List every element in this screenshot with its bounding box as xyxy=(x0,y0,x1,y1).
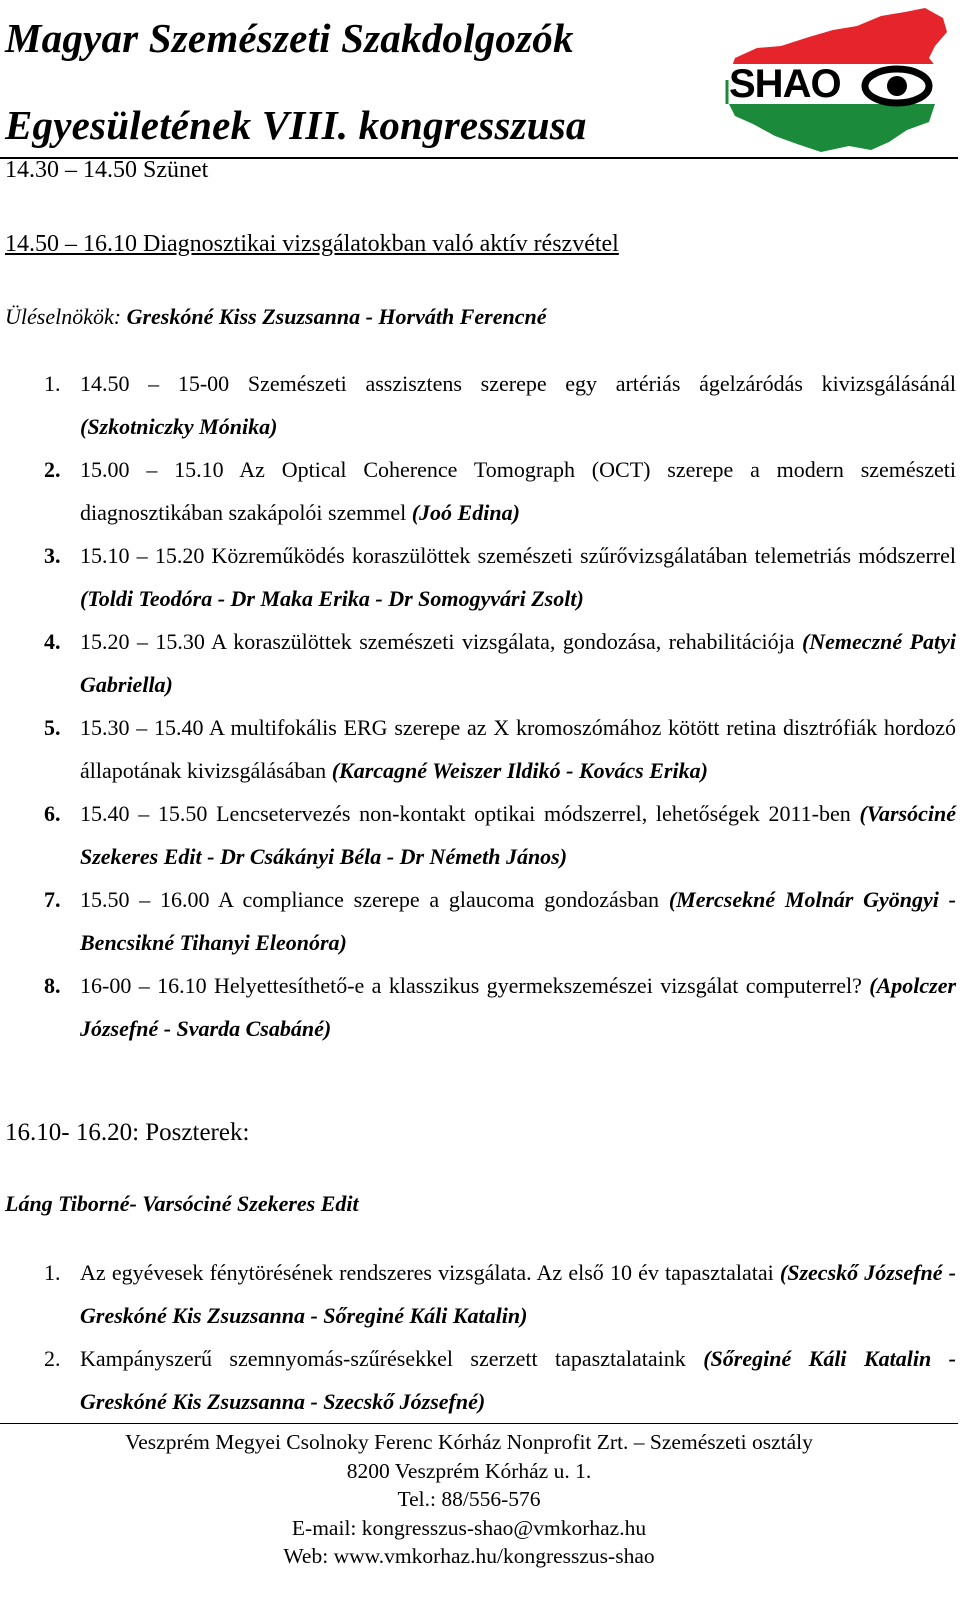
footer-email: E-mail: kongresszus-shao@vmkorhaz.hu xyxy=(291,1515,647,1540)
list-item: 1. Az egyévesek fénytörésének rendszeres vizsgálata. Az első 10 év tapasztalatai (Szecskő Józsefné - Greskóné Kis Zsuzsanna - Sőreginé Káli Katalin) xyxy=(44,1260,956,1328)
list-item: 4. 15.20 – 15.30 A koraszülöttek szemészeti vizsgálata, gondozása, rehabilitációja (Nemeczné Patyi Gabriella) xyxy=(44,629,957,697)
header-title-line2: Egyesületének VIII. kongresszusa xyxy=(5,102,587,148)
list-item: 8. 16-00 – 16.10 Helyettesíthető-e a klasszikus gyermekszemészei vizsgálat computerrel? (Apolczer Józsefné - Svarda Csabáné) xyxy=(44,973,957,1041)
list-item: 3. 15.10 – 15.20 Közreműködés koraszülöttek szemészeti szűrővizsgálatában telemetriás módszerrel (Toldi Teodóra - Dr Maka Erika - Dr Somogyvári Zsolt) xyxy=(44,543,956,611)
chairs-names: Greskóné Kiss Zsuzsanna - Horváth Ferencné xyxy=(126,304,547,329)
list-item: 2. 15.00 – 15.10 Az Optical Coherence Tomograph (OCT) szerepe a modern szemészeti diagnosztikában szakápolói szemmel (Joó Edina) xyxy=(44,457,956,525)
shao-logo xyxy=(725,6,953,154)
posters-chairs: Láng Tiborné- Varsóciné Szekeres Edit xyxy=(5,1191,359,1216)
footer-institution: Veszprém Megyei Csolnoky Ferenc Kórház Nonprofit Zrt. – Szemészeti osztály xyxy=(125,1430,813,1454)
logo-text: SHAO xyxy=(729,62,841,106)
list-item: 7. 15.50 – 16.00 A compliance szerepe a glaucoma gondozásban (Mercsekné Molnár Gyöngyi - Bencsikné Tihanyi Eleonóra) xyxy=(44,887,956,955)
posters-heading: 16.10- 16.20: Poszterek: xyxy=(5,1119,250,1146)
footer-address: 8200 Veszprém Kórház u. 1. xyxy=(346,1458,592,1483)
session-chairs xyxy=(5,304,546,330)
talk-list xyxy=(44,362,956,1050)
break-line: 14.30 – 14.50 Szünet xyxy=(5,157,209,183)
footer xyxy=(0,1428,938,1571)
list-item: 2. Kampányszerű szemnyomás-szűrésekkel szerzett tapasztalataink (Sőreginé Káli Katalin - Greskóné Kis Zsuzsanna - Szecskő Józsefné) xyxy=(44,1346,956,1414)
poster-list xyxy=(44,1251,956,1423)
list-item: 6. 15.40 – 15.50 Lencsetervezés non-kontakt optikai módszerrel, lehetőségek 2011-ben (Varsóciné Szekeres Edit - Dr Csákányi Béla - Dr Németh János) xyxy=(44,801,956,869)
footer-rule xyxy=(0,1423,958,1424)
list-item: 1. 14.50 – 15-00 Szemészeti asszisztens szerepe egy artériás ágelzáródás kivizsgálásánál (Szkotniczky Mónika) xyxy=(44,371,956,439)
session-title: 14.50 – 16.10 Diagnosztikai vizsgálatokban való aktív részvétel xyxy=(5,231,619,257)
list-item: 5. 15.30 – 15.40 A multifokális ERG szerepe az X kromoszómához kötött retina disztrófiák hordozó állapotának kivizsgálásában (Karcagné Weiszer Ildikó - Kovács Erika) xyxy=(44,715,956,783)
chairs-label: Üléselnökök: xyxy=(5,304,122,329)
footer-phone: Tel.: 88/556-576 xyxy=(397,1487,541,1511)
header-title-line1: Magyar Szemészeti Szakdolgozók xyxy=(5,15,574,61)
footer-web: Web: www.vmkorhaz.hu/kongresszus-shao xyxy=(283,1544,655,1568)
